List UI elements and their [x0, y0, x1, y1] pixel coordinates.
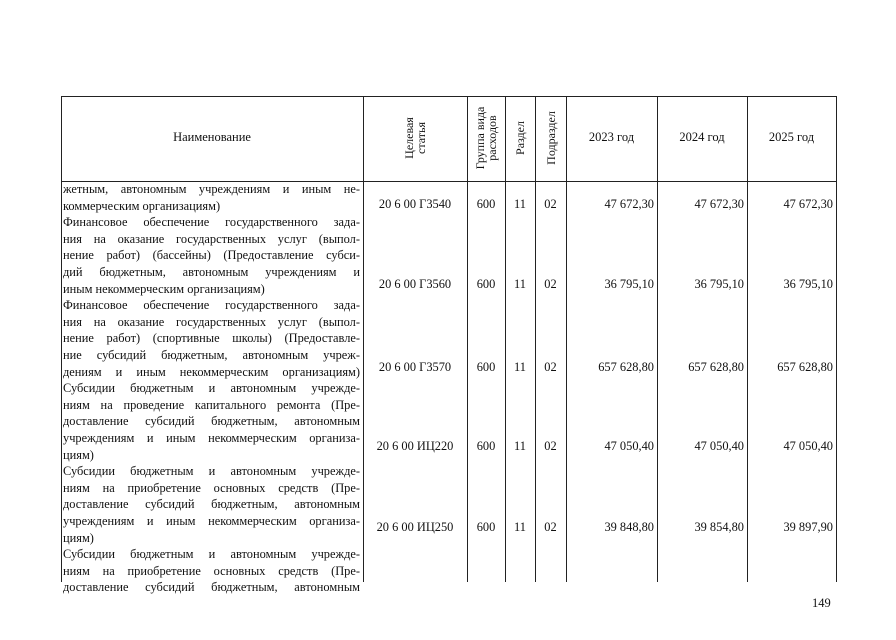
name-line: Субсидии бюджетным и автономным учрежде- [63, 381, 360, 396]
budget-table [61, 96, 837, 595]
row-value-2024: 47 672,30 [694, 197, 744, 211]
row-group: 600 [476, 197, 496, 211]
header-name: Наименование [173, 130, 251, 144]
col-border [363, 96, 364, 582]
name-line: дениям и иным некоммерческим организациям) [63, 364, 360, 379]
row-code: 20 6 00 ИЦ250 [376, 520, 454, 534]
table-top-border [61, 96, 837, 97]
row-value-2025: 47 050,40 [783, 439, 833, 453]
row-value-2023: 36 795,10 [604, 277, 654, 291]
row-group: 600 [476, 360, 496, 374]
row-code: 20 6 00 Г3540 [378, 197, 452, 211]
row-value-2025: 47 672,30 [783, 197, 833, 211]
col-border [61, 96, 62, 582]
name-line: ния на оказание государственных услуг (выпол- [63, 314, 360, 329]
name-line: Финансовое обеспечение государственного зада- [63, 215, 360, 230]
name-line: доставление субсидий бюджетным, автономным [63, 414, 360, 429]
col-border [505, 96, 506, 582]
name-line: дий бюджетным, автономным учреждениям и [63, 265, 360, 279]
name-line: циям) [63, 530, 94, 545]
name-line: нение работ) (бассейны) (Предоставление субси- [63, 248, 360, 263]
row-subsection: 02 [544, 197, 557, 211]
row-value-2025: 657 628,80 [777, 360, 833, 374]
page-number: 149 [812, 596, 831, 610]
header-2023: 2023 год [588, 130, 635, 144]
name-line: учреждениям и иным некоммерческим организа- [63, 514, 360, 528]
row-section: 11 [514, 439, 526, 453]
name-line: ние субсидий бюджетным, автономным учреж- [63, 348, 360, 362]
name-line: Субсидии бюджетным и автономным учрежде- [63, 547, 360, 562]
col-border [747, 96, 748, 582]
row-value-2024: 47 050,40 [694, 439, 744, 453]
header-expense-group: Группа вида расходов [473, 106, 499, 170]
row-subsection: 02 [544, 277, 557, 291]
row-value-2025: 36 795,10 [783, 277, 833, 291]
row-group: 600 [476, 439, 496, 453]
row-subsection: 02 [544, 360, 557, 374]
name-line: Субсидии бюджетным и автономным учрежде- [63, 464, 360, 479]
header-2024: 2024 год [679, 130, 725, 144]
row-value-2024: 36 795,10 [694, 277, 744, 291]
header-section: Раздел [513, 121, 527, 155]
row-value-2024: 657 628,80 [688, 360, 744, 374]
name-line: ния на оказание государственных услуг (выпол- [63, 231, 360, 246]
name-line: доставление субсидий бюджетным, автономным [63, 497, 360, 512]
row-group: 600 [476, 520, 496, 534]
row-code: 20 6 00 Г3560 [378, 277, 452, 291]
row-section: 11 [514, 277, 526, 291]
row-section: 11 [514, 360, 526, 374]
row-section: 11 [514, 197, 526, 211]
name-line: нение работ) (спортивные школы) (Предоставле- [63, 331, 360, 346]
row-value-2023: 657 628,80 [598, 360, 654, 374]
name-line: доставление субсидий бюджетным, автономным [63, 580, 360, 595]
header-subsection: Подраздел [544, 111, 558, 165]
row-value-2025: 39 897,90 [783, 520, 833, 534]
row-code: 20 6 00 ИЦ220 [376, 439, 454, 453]
name-line: ниям на приобретение основных средств (Пре- [63, 563, 360, 578]
row-group: 600 [476, 277, 496, 291]
row-subsection: 02 [544, 520, 557, 534]
row-value-2023: 47 672,30 [604, 197, 654, 211]
row-code: 20 6 00 Г3570 [378, 360, 452, 374]
name-line: циям) [63, 447, 94, 462]
col-border [657, 96, 658, 582]
col-border [467, 96, 468, 582]
header-target-article: Целевая статья [402, 117, 428, 159]
header-2025: 2025 год [768, 130, 815, 144]
row-subsection: 02 [544, 439, 557, 453]
name-line: жетным, автономным учреждениям и иным не- [63, 182, 360, 196]
row-section: 11 [514, 520, 526, 534]
col-border [836, 96, 837, 582]
name-line: коммерческим организациям) [63, 198, 221, 213]
name-line: учреждениям и иным некоммерческим организа- [63, 431, 360, 445]
name-line: Финансовое обеспечение государственного зада- [63, 298, 360, 313]
col-border [535, 96, 536, 582]
row-value-2023: 47 050,40 [604, 439, 654, 453]
name-line: ниям на проведение капитального ремонта (Пре- [63, 397, 360, 412]
name-line: ниям на приобретение основных средств (Пре- [63, 480, 360, 495]
name-line: иным некоммерческим организациям) [63, 281, 265, 296]
row-value-2023: 39 848,80 [604, 520, 654, 534]
col-border [566, 96, 567, 582]
row-value-2024: 39 854,80 [694, 520, 744, 534]
